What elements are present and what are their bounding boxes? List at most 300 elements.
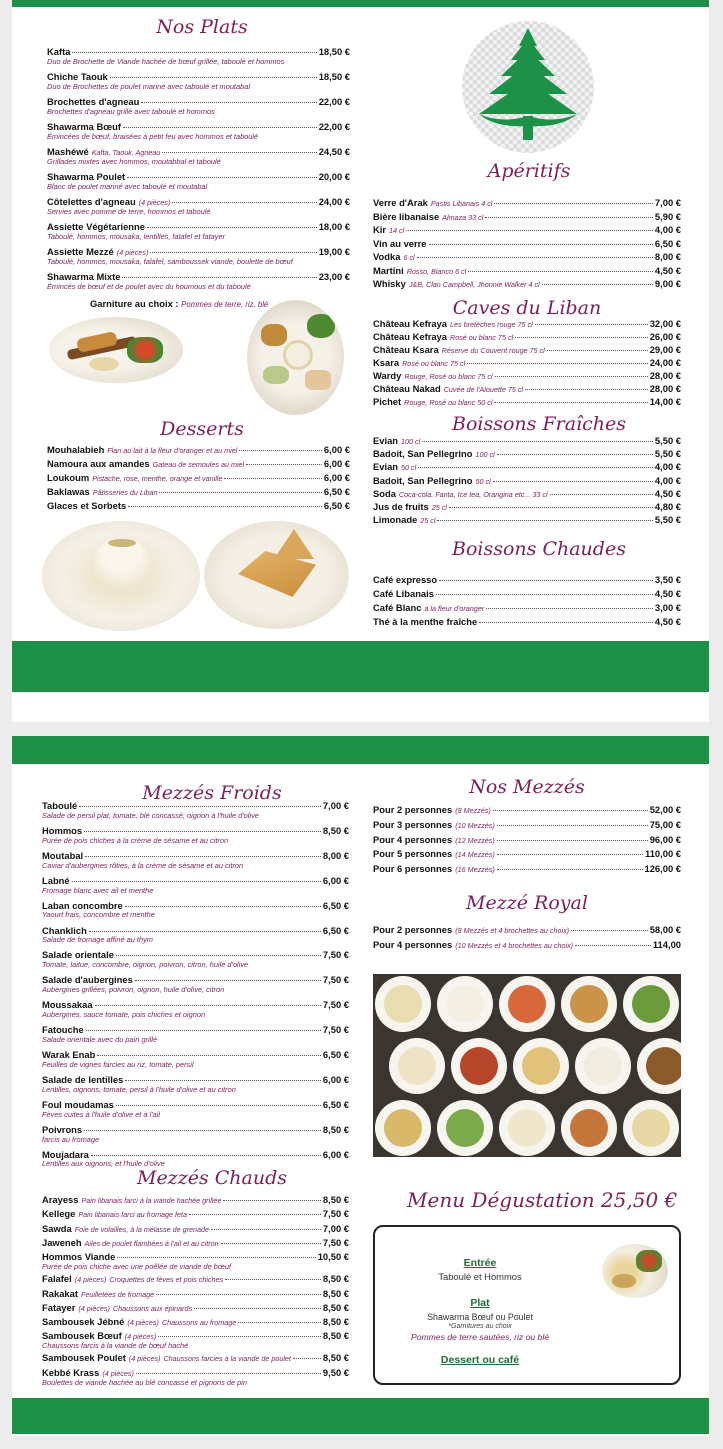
dot-leader [239, 450, 322, 451]
item-note: 50 cl [475, 476, 491, 486]
chaudes-title: Boissons Chaudes [452, 538, 626, 560]
item-name: Soda [373, 487, 396, 499]
item-price: 6,50 € [323, 500, 350, 511]
item-name: Sambousek Jébné [42, 1316, 125, 1328]
item-name: Château Ksara [373, 344, 439, 355]
menu-item-row [42, 1000, 349, 1010]
item-note: Gateau de semoules au miel [152, 460, 245, 469]
menu-item-row [42, 801, 349, 811]
dot-leader [211, 1229, 321, 1230]
dot-leader [84, 831, 321, 832]
menu-item [42, 851, 349, 870]
item-name: Pour 2 personnes [373, 924, 453, 935]
item-name: Hommos [42, 824, 83, 836]
item-price: 58,00 € [649, 924, 681, 935]
dot-leader [91, 1155, 321, 1156]
dot-leader [158, 1336, 321, 1337]
dot-leader [497, 840, 648, 841]
mezze-dish [375, 1100, 431, 1156]
item-price: 28,00 € [649, 383, 681, 394]
item-qty: (4 pièces) [74, 1275, 107, 1285]
menu-item [42, 1050, 349, 1069]
item-qty: (4 pièces) [127, 1318, 159, 1328]
menu-item [42, 801, 349, 820]
menu-item-row [373, 279, 681, 289]
dot-leader [486, 608, 653, 609]
item-description: farcis au fromage [42, 1134, 100, 1144]
item-price: 6,00 € [322, 874, 349, 886]
item-name: Fatayer [42, 1301, 76, 1313]
desserts-title: Desserts [160, 418, 244, 440]
item-name: Whisky [373, 278, 406, 289]
item-note: J&B, Clan Campbell, Jhonnie Walker 4 cl [408, 280, 540, 289]
menu-item [47, 247, 350, 266]
menu-item-row [47, 487, 350, 497]
mezze-dish [499, 976, 555, 1032]
menu-item-row [42, 1353, 349, 1363]
menu-item [47, 222, 350, 241]
menu-item [373, 198, 681, 208]
menu-item [373, 252, 681, 262]
menu-item-row [373, 489, 681, 499]
dot-leader [238, 1322, 321, 1323]
item-qty: (4 pièces) [138, 198, 171, 207]
item-price: 8,50 € [322, 1194, 349, 1205]
item-price: 4,50 € [654, 487, 681, 499]
item-name: Assiette Végétarienne [47, 221, 145, 232]
item-description: Salade de fromage affiné au thym [42, 935, 153, 945]
menu-item [373, 849, 681, 859]
dot-leader [406, 230, 653, 231]
menu-item-row [47, 501, 350, 511]
item-price: 7,50 € [322, 1024, 349, 1036]
item-note: à la fleur d'oranger [424, 604, 485, 613]
item-name: Warak Enab [42, 1049, 96, 1060]
item-note: Croquettes de fèves et pois chiches [109, 1275, 224, 1285]
item-price: 18,50 € [318, 46, 350, 57]
item-description: Servies avec pomme de terre, hommos et taboulé [47, 206, 211, 216]
menu-item [42, 1252, 349, 1271]
dot-leader [97, 1055, 321, 1056]
item-price: 29,00 € [649, 344, 681, 355]
item-name: Moujadara [42, 1148, 89, 1160]
item-description: Lentilles aux oignons, et l'huile d'olive [42, 1159, 165, 1169]
menu-item [373, 820, 681, 830]
entree-label: Entrée [463, 1257, 497, 1269]
dot-leader [147, 227, 317, 228]
menu-item [42, 950, 349, 969]
item-price: 4,00 € [654, 224, 681, 235]
menu-item-row [47, 147, 350, 157]
item-note: Chaussons farcies à la viande de poulet [163, 1354, 291, 1364]
dot-leader [122, 277, 316, 278]
item-name: Arayess [42, 1194, 79, 1205]
menu-page-1 [12, 0, 709, 722]
item-description: Aubergines grillées, poivron, oignon, huile d'olive, citron [42, 985, 225, 995]
menu-item [42, 1274, 349, 1284]
dot-leader [479, 622, 653, 623]
item-price: 22,00 € [318, 121, 350, 132]
item-name: Assiette Mezzé [47, 246, 114, 257]
nos-mezzes-title: Nos Mezzés [469, 776, 585, 798]
aperitifs-title: Apéritifs [487, 160, 571, 182]
menu-item-row [373, 239, 681, 249]
menu-item-row [47, 222, 350, 232]
dot-leader [150, 252, 316, 253]
item-description: Émincées de bœuf, braisées à petit feu avec hommos et taboulé [47, 131, 259, 141]
menu-item [42, 1100, 349, 1119]
menu-item [42, 876, 349, 895]
item-price: 75,00 € [649, 818, 681, 830]
item-note: Feuilletées de fromage [80, 1289, 155, 1299]
menu-item [47, 47, 350, 66]
menu-item [42, 1317, 349, 1327]
item-note: Pain libanais farci à la viande hachée grillée [81, 1196, 222, 1205]
item-price: 24,50 € [318, 146, 350, 157]
item-note: Flan au lait à la fleur d'oranger et au miel [107, 446, 238, 455]
menu-item-row [373, 358, 681, 368]
item-description: Émincés de bœuf et de poulet avec du houmous et du taboulé [47, 281, 251, 291]
mezze-dish [499, 1100, 555, 1156]
item-price: 24,00 € [649, 357, 681, 368]
item-price: 8,50 € [322, 1330, 349, 1342]
menu-item [373, 436, 681, 446]
item-price: 9,50 € [322, 1366, 349, 1378]
item-note: Foie de volailles, à la mélasse de grenade [74, 1224, 209, 1234]
menu-item-row [42, 1125, 349, 1135]
item-price: 5,50 € [654, 514, 681, 526]
menu-item-row [47, 445, 350, 455]
dot-leader [72, 52, 316, 53]
menu-item-row [47, 122, 350, 132]
item-price: 28,00 € [649, 370, 681, 381]
item-price: 7,50 € [322, 1236, 349, 1248]
menu-item-row [47, 473, 350, 483]
bottom-green-band [12, 641, 709, 692]
dot-leader [162, 152, 316, 153]
item-price: 6,50 € [323, 486, 350, 497]
item-name: Laban concombre [42, 899, 123, 911]
item-description: Boulettes de viande hachée au blé concassé et pignons de pin [42, 1377, 248, 1387]
item-note: (16 Mezzés) [455, 865, 495, 875]
dot-leader [418, 467, 653, 468]
menu-item [42, 1368, 349, 1387]
dot-leader [494, 402, 647, 403]
menu-item-row [42, 975, 349, 985]
item-name: Kafta [47, 46, 71, 57]
menu-item [373, 462, 681, 472]
mezze-dish [451, 1038, 507, 1094]
dot-leader [110, 77, 317, 78]
menu-item-row [373, 805, 681, 815]
item-name: Pour 2 personnes [373, 804, 453, 815]
menu-item [42, 1331, 349, 1350]
item-name: Foul moudamas [42, 1098, 114, 1110]
item-name: Sambousek Bœuf [42, 1330, 122, 1342]
item-price: 6,50 € [322, 1049, 349, 1060]
menu-item-row [373, 319, 681, 329]
item-note: Chaussons aux épinards [112, 1303, 193, 1313]
item-name: Baklawas [47, 486, 90, 497]
dot-leader [468, 271, 653, 272]
item-description: Caviar d'aubergines rôties, à la crème de sésame et au citron [42, 860, 244, 870]
item-name: Chiche Taouk [47, 71, 108, 82]
menu-item-row [373, 515, 681, 525]
item-name: Fatouche [42, 1024, 84, 1036]
menu-item-row [42, 1303, 349, 1313]
item-description: Taboulé, hommos, mousaka, falafel, samboussek viande, boulette de bœuf [47, 256, 293, 266]
item-qty: (4 pièces) [102, 1368, 134, 1378]
dot-leader [116, 955, 321, 956]
menu-item-row [47, 97, 350, 107]
item-price: 6,50 € [654, 237, 681, 249]
menu-item-row [373, 266, 681, 276]
item-description: Fèves cuites à l'huile d'olive et à l'ail [42, 1109, 161, 1119]
item-name: Badoit, San Pellegrino [373, 448, 473, 460]
dot-leader [194, 1308, 321, 1309]
menu-item-row [373, 397, 681, 407]
item-price: 20,00 € [318, 171, 350, 182]
item-name: Namoura aux amandes [47, 458, 150, 469]
item-name: Bière libanaise [373, 210, 440, 222]
dot-leader [125, 1080, 321, 1081]
item-note: (12 Mezzés) [455, 835, 495, 845]
item-price: 8,50 € [322, 1273, 349, 1285]
plat-text: Shawarma Bœuf ou Poulet [427, 1312, 533, 1322]
dot-leader [493, 481, 653, 482]
item-name: Pour 4 personnes [373, 833, 453, 845]
item-note: Rosso, Bianco 6 cl [406, 266, 467, 276]
top-green-band [12, 0, 709, 7]
item-description: Blanc de poulet mariné avec taboulé et moutabal [47, 181, 208, 191]
dessert-label: Dessert ou café [440, 1354, 520, 1366]
menu-item-row [42, 1195, 349, 1205]
dot-leader [535, 324, 648, 325]
menu-item-row [42, 1238, 349, 1248]
item-note: Rosé ou blanc 75 cl [402, 359, 466, 368]
mezze-dish [637, 1038, 681, 1094]
item-description: Brochettes d'agneau grillé avec taboulé et hommos [47, 106, 215, 116]
mezze-dish [375, 976, 431, 1032]
menu-item-row [373, 345, 681, 355]
menu-item-row [373, 384, 681, 394]
item-price: 6,00 € [322, 1073, 349, 1085]
menu-item [373, 384, 681, 394]
menu-item [373, 371, 681, 381]
item-name: Limonade [373, 514, 418, 526]
menu-item-row [373, 252, 681, 262]
menu-item [42, 826, 349, 845]
item-description: Chaussons farcis à la viande de bœuf haché [42, 1341, 189, 1351]
item-note: Coca-cola, Fanta, Ice tea, Orangina etc... 33 cl [398, 489, 548, 499]
menu-item [47, 501, 350, 511]
menu-item [373, 940, 681, 950]
menu-item [373, 575, 681, 585]
dot-leader [221, 1243, 321, 1244]
item-note: Almaza 33 cl [442, 212, 484, 222]
item-name: Salade de lentilles [42, 1073, 124, 1085]
menu-item [373, 617, 681, 627]
menu-item-row [47, 197, 350, 207]
item-name: Martini [373, 264, 404, 276]
dot-leader [156, 1294, 321, 1295]
menu-item-row [42, 1252, 349, 1262]
item-price: 8,50 € [322, 824, 349, 836]
menu-item-row [42, 1289, 349, 1299]
item-note: Rouge, Rosé ou blanc 75 cl [404, 372, 493, 381]
menu-degustation-box [373, 1225, 681, 1385]
menu-item [373, 515, 681, 525]
menu-item [373, 489, 681, 499]
caves-title: Caves du Liban [452, 297, 602, 319]
menu-item [42, 1224, 349, 1234]
dot-leader [141, 102, 316, 103]
menu-item-row [47, 47, 350, 57]
menu-item [42, 1195, 349, 1205]
dot-leader [159, 492, 321, 493]
menu-item [42, 1000, 349, 1019]
item-name: Shawarma Mixte [47, 271, 121, 282]
dot-leader [542, 284, 653, 285]
item-note: (10 Mezzés) [455, 820, 495, 830]
item-name: Rakakat [42, 1287, 78, 1299]
item-description: Duo de Brochettes de poulet mariné avec taboulé et moutabal [47, 81, 250, 91]
menu-item [47, 272, 350, 291]
menu-item [42, 1150, 349, 1169]
item-price: 96,00 € [649, 833, 681, 845]
item-price: 8,50 € [322, 1352, 349, 1364]
item-name: Labné [42, 874, 70, 886]
item-name: Café Blanc [373, 602, 422, 613]
menu-item-row [42, 1050, 349, 1060]
menu-item [42, 975, 349, 994]
item-price: 24,00 € [318, 196, 350, 207]
dot-leader [86, 1030, 321, 1031]
menu-item [373, 266, 681, 276]
mouhalabieh-image [42, 521, 200, 631]
item-description: Purée de pois chiches à la crème de sésame et au citron [42, 835, 229, 845]
item-description: Purée de pois chiche avec une poêlée de viande de bœuf [42, 1262, 232, 1272]
menu-item [373, 332, 681, 342]
baklawa-image [204, 521, 349, 629]
dot-leader [436, 594, 653, 595]
dot-leader [135, 980, 321, 981]
item-name: Shawarma Bœuf [47, 121, 121, 132]
menu-item [47, 97, 350, 116]
menu-page-2 [12, 736, 709, 1436]
dot-leader [95, 1005, 321, 1006]
mezze-dish [437, 1100, 493, 1156]
menu-item-row [373, 617, 681, 627]
item-note: 6 cl [403, 253, 415, 262]
item-description: Salade de persil plat, tomate, blé concassé, oignon à l'huile d'olive [42, 810, 259, 820]
dot-leader [72, 881, 321, 882]
item-name: Thé à la menthe fraîche [373, 616, 478, 627]
menu-item-row [373, 603, 681, 613]
item-price: 6,50 € [322, 1098, 349, 1110]
item-note: 25 cl [420, 516, 436, 526]
item-name: Vodka [373, 251, 401, 262]
dot-leader [117, 1257, 315, 1258]
menu-item [373, 476, 681, 486]
menu-item-row [42, 1209, 349, 1219]
item-note: 50 cl [401, 463, 417, 473]
item-note: (8 Mezzés et 4 brochettes au choix) [455, 926, 570, 935]
item-note: Rouge, Rosé ou blanc 50 cl [404, 398, 493, 407]
menu-item [47, 147, 350, 166]
garniture-line [90, 298, 268, 309]
item-note: Réserve du Couvent rouge 75 cl [441, 346, 545, 355]
grill-plate-image [49, 317, 183, 383]
mezzes-chauds-title: Mezzés Chauds [136, 1167, 287, 1189]
degustation-plate-image [598, 1240, 672, 1302]
menu-item-row [373, 225, 681, 235]
fraiches-title: Boissons Fraîches [452, 413, 626, 435]
item-name: Brochettes d'agneau [47, 96, 140, 107]
item-price: 6,00 € [323, 458, 350, 469]
dot-leader [246, 464, 322, 465]
menu-item [47, 459, 350, 469]
mezze-dish [437, 976, 493, 1032]
menu-item-row [373, 589, 681, 599]
item-note: Chaussons au fromage [161, 1318, 237, 1328]
menu-item-row [373, 575, 681, 585]
plat-label: Plat [470, 1297, 490, 1309]
item-price: 3,00 € [654, 602, 681, 613]
dot-leader [172, 202, 316, 203]
item-name: Badoit, San Pellegrino [373, 474, 473, 486]
menu-item-row [42, 1274, 349, 1284]
item-qty: (4 pièces) [124, 1332, 157, 1342]
dot-leader [485, 217, 653, 218]
item-name: Verre d'Arak [373, 197, 428, 208]
dot-leader [467, 363, 648, 364]
menu-item-row [373, 198, 681, 208]
menu-item-row [42, 876, 349, 886]
item-name: Café Libanais [373, 588, 434, 599]
item-price: 8,50 € [322, 1123, 349, 1135]
item-description: Feuilles de vignes farcies au riz, tomate, persil [42, 1059, 194, 1069]
item-name: Evian [373, 461, 399, 473]
item-name: Château Kefraya [373, 331, 447, 342]
mezze-dish [561, 976, 617, 1032]
menu-item [373, 502, 681, 512]
dot-leader [223, 1200, 321, 1201]
item-note: 14 cl [389, 226, 405, 235]
plat-note: *Garnitures au choix [448, 1323, 512, 1330]
item-description: Lentilles, oignons, tomate, persil à l'huile d'olive et au citron [42, 1084, 236, 1094]
item-name: Glaces et Sorbets [47, 500, 127, 511]
item-name: Sawda [42, 1222, 72, 1234]
menu-item-row [42, 1317, 349, 1327]
menu-item-row [373, 449, 681, 459]
mezze-dish [623, 1100, 679, 1156]
menu-item-row [42, 1025, 349, 1035]
menu-item-row [47, 272, 350, 282]
menu-item [373, 864, 681, 874]
menu-item-row [42, 901, 349, 911]
dot-leader [494, 203, 653, 204]
item-note: Rosé ou blanc 75 cl [450, 333, 514, 342]
menu-item [47, 473, 350, 483]
item-price: 7,50 € [322, 974, 349, 986]
menu-item [373, 397, 681, 407]
item-description: Salade orientale avec du pain grillé [42, 1034, 158, 1044]
mezze-royal-title: Mezzé Royal [466, 892, 588, 914]
dot-leader [497, 869, 643, 870]
item-note: Pain libanais farci au fromage feta [78, 1210, 188, 1220]
dot-leader [84, 1130, 321, 1131]
